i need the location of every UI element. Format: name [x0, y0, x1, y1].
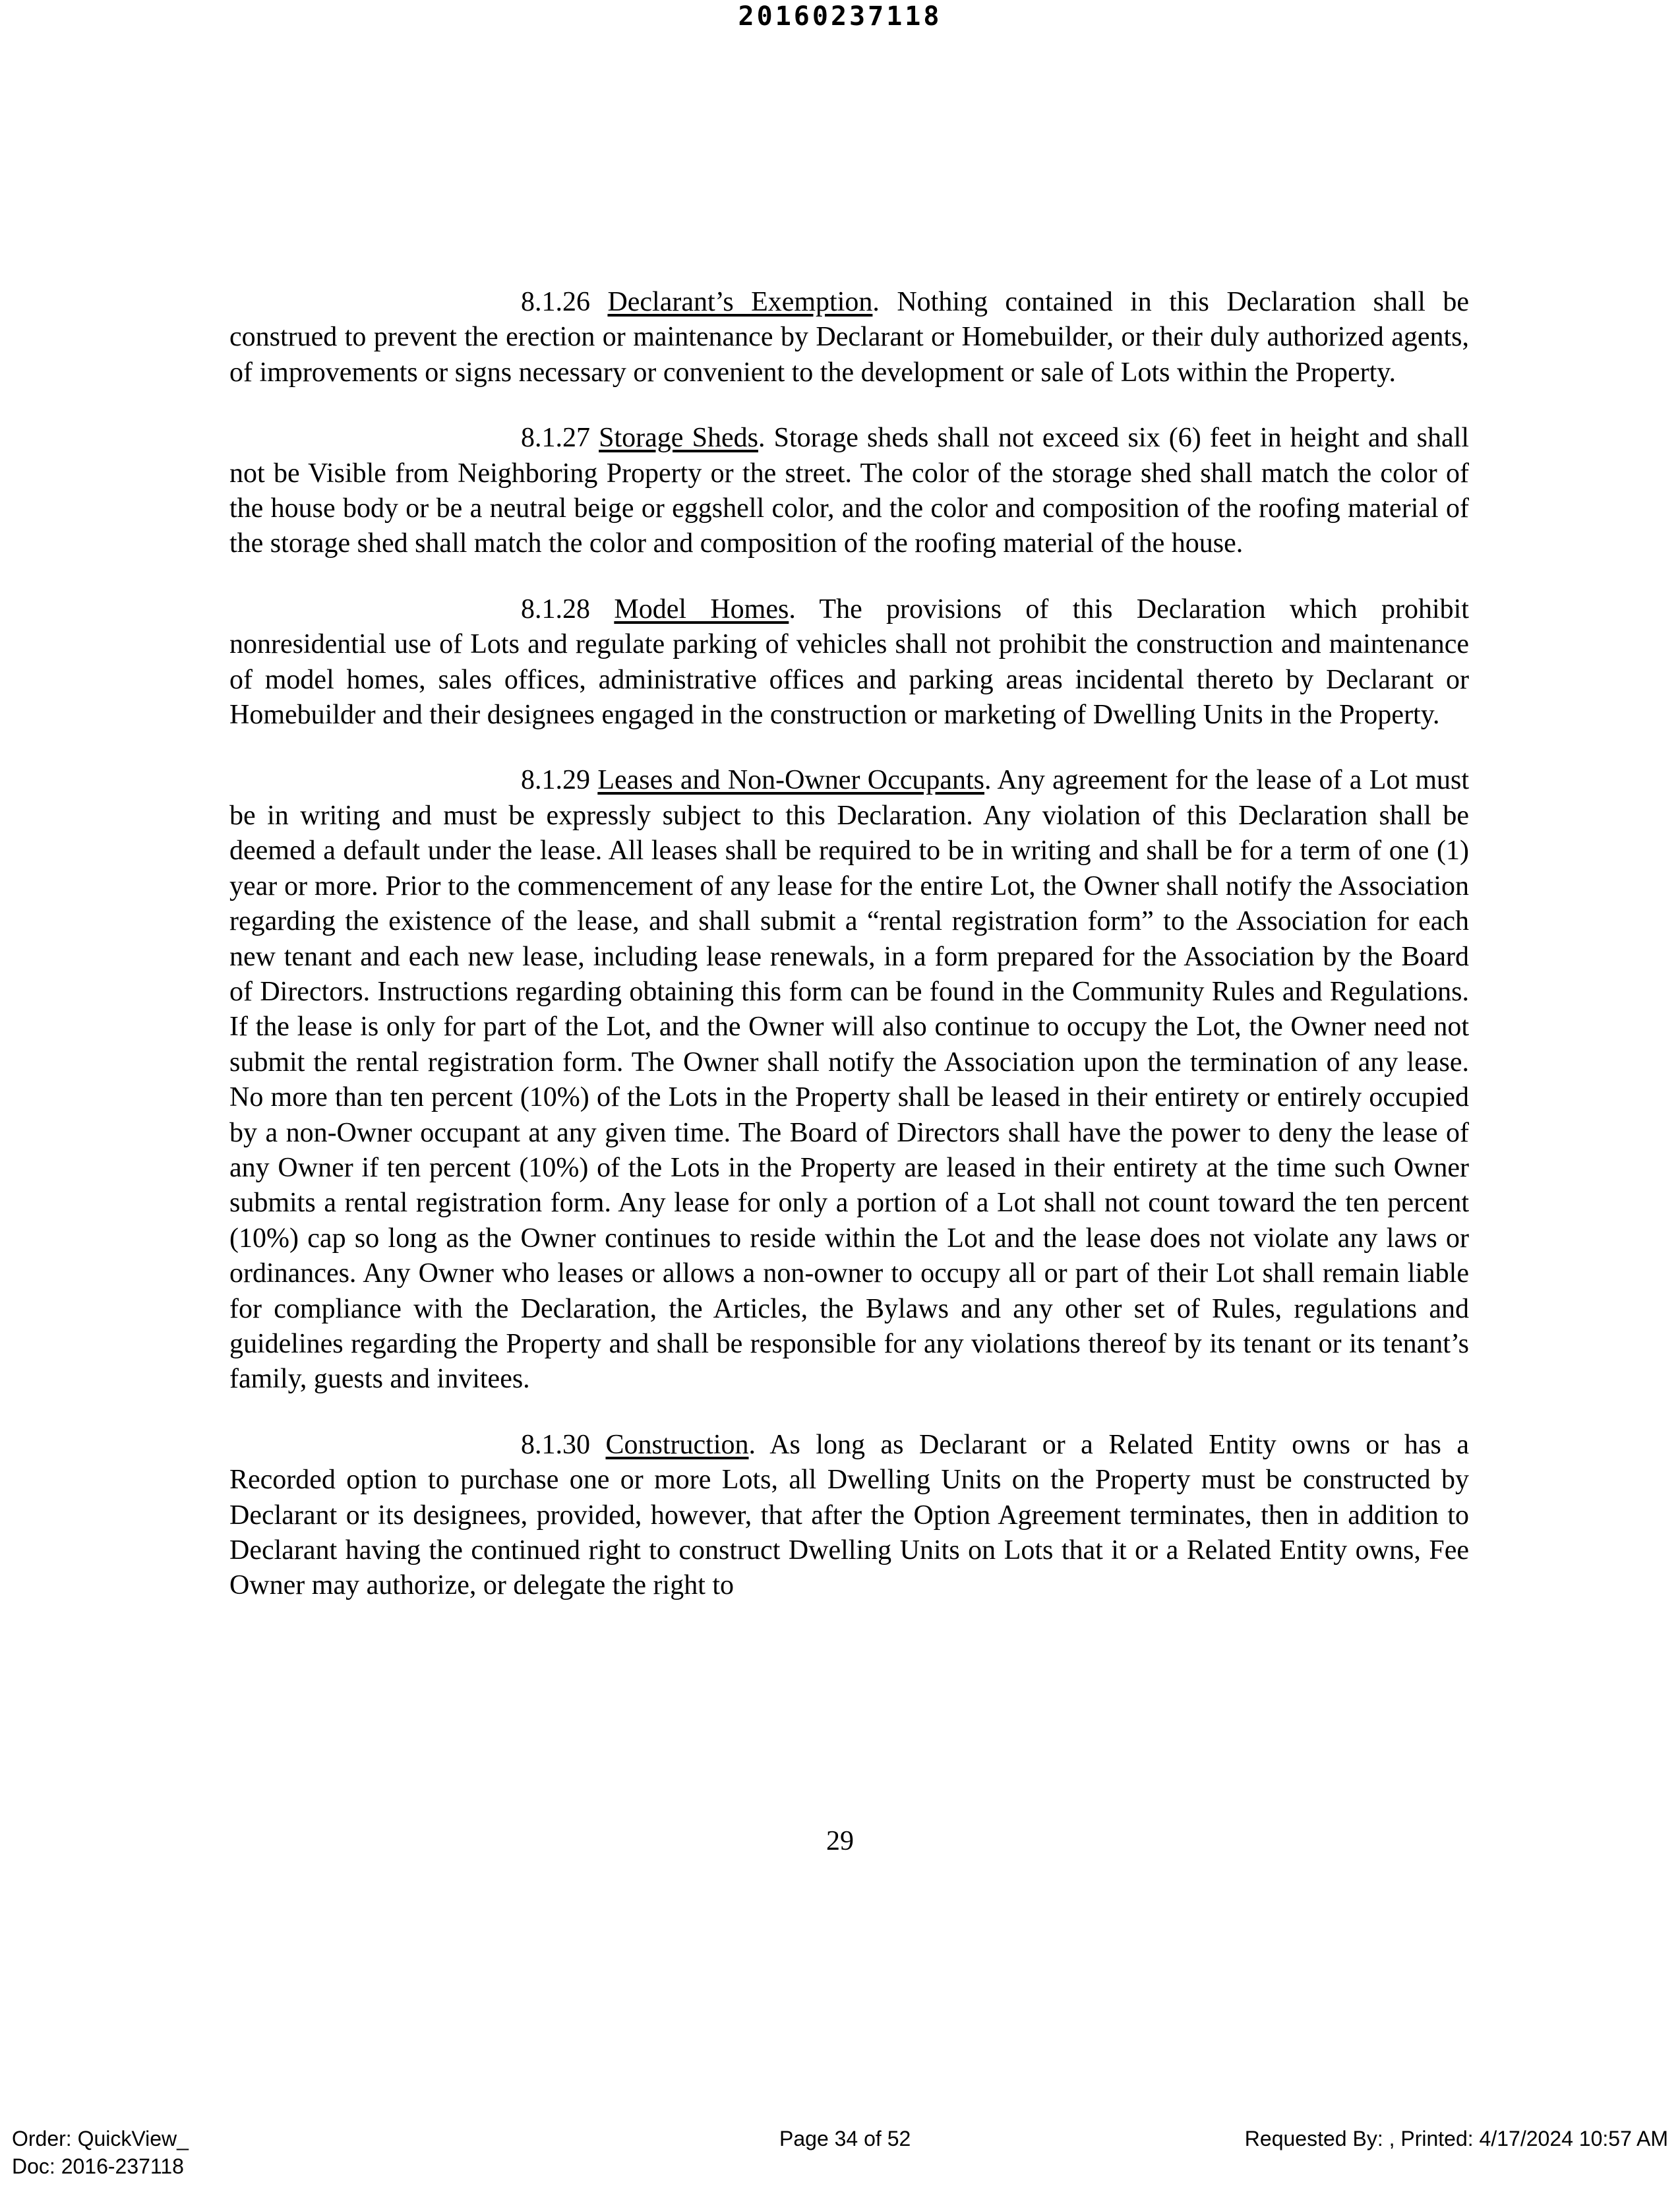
- section-text: Nothing contained in this Declaration shall be construed to prevent the erection or maintenance by Declarant or Homebuilder, or their duly authorized agents, of improvements or signs necessary or convenient to the development or sale of Lots within the Property.: [229, 287, 1470, 388]
- page-number: 29: [826, 1826, 854, 1856]
- section-number: 8.1.27: [521, 423, 590, 454]
- section-number: 8.1.30: [521, 1429, 590, 1460]
- section-title: Construction: [605, 1429, 749, 1460]
- footer-page-count: Page 34 of 52: [779, 2127, 911, 2150]
- footer-order: Order: QuickView_: [12, 2127, 189, 2150]
- section-title: Model Homes: [614, 594, 789, 624]
- section-title: Storage Sheds: [599, 423, 758, 454]
- document-number: 20160237118: [738, 1, 942, 32]
- footer-doc: Doc: 2016-237118: [12, 2154, 184, 2178]
- section-text: The provisions of this Declaration which prohibit nonresidential use of Lots and regulate parking of vehicles shall not prohibit the construction and maintenance of model homes, sales offices, administrative offices and parking areas incidental thereto by Declarant or Homebuilder and their designees engaged in the construction or marketing of Dwelling Units in the Property.: [229, 594, 1469, 731]
- section-8-1-27: 8.1.27 Storage Sheds. Storage sheds shall not exceed six (6) feet in height and shall not be Visible from Neighboring Property or the street. The color of the storage shed shall match the color of the house body or be a neutral beige or eggshell color, and the color and composition of the roofing material of the storage shed shall match the color and composition of the roofing material of the house.: [229, 423, 1469, 559]
- footer-order-info: [12, 2125, 189, 2180]
- section-title: Leases and Non-Owner Occupants: [597, 765, 985, 796]
- section-number: 8.1.26: [521, 287, 590, 317]
- section-number: 8.1.29: [521, 765, 590, 796]
- document-body: [229, 285, 1469, 1604]
- section-text: Storage sheds shall not exceed six (6) feet in height and shall not be Visible from Neighboring Property or the street. The color of the storage shed shall match the color of the house body or be a neutral beige or eggshell color, and the color and composition of the roofing material of the storage shed shall match the color and composition of the roofing material of the house.: [229, 423, 1469, 559]
- section-8-1-30: 8.1.30 Construction. As long as Declarant or a Related Entity owns or has a Recorded option to purchase one or more Lots, all Dwelling Units on the Property must be constructed by Declarant or its designees, provided, however, that after the Option Agreement terminates, then in addition to Declarant having the continued right to construct Dwelling Units on Lots that it or a Related Entity owns, Fee Owner may authorize, or delegate the right to: [229, 1429, 1470, 1601]
- section-8-1-29: 8.1.29 Leases and Non-Owner Occupants. Any agreement for the lease of a Lot must be in writing and must be expressly subject to this Declaration. Any violation of this Declaration shall be deemed a default under the lease. All leases shall be required to be in writing and shall be for a term of one (1) year or more. Prior to the commencement of any lease for the entire Lot, the Owner shall notify the Association regarding the existence of the lease, and shall submit a “rental registration form” to the Association for each new tenant and each new lease, including lease renewals, in a form prepared for the Association by the Board of Directors. Instructions regarding obtaining this form can be found in the Community Rules and Regulations. If the lease is only for part of the Lot, and the Owner will also continue to occupy the Lot, the Owner need not submit the rental registration form. The Owner shall notify the Association upon the termination of any lease. No more than ten percent (10%) of the Lots in the Property shall be leased in their entirety or entirely occupied by a non-Owner occupant at any given time. The Board of Directors shall have the power to deny the lease of any Owner if ten percent (10%) of the Lots in the Property are leased in their entirety at the time such Owner submits a rental registration form. Any lease for only a portion of a Lot shall not count toward the ten percent (10%) cap so long as the Owner continues to reside within the Lot and the lease does not violate any laws or ordinances. Any Owner who leases or allows a non-owner to occupy all or part of their Lot shall remain liable for compliance with the Declaration, the Articles, the Bylaws and any other set of Rules, regulations and guidelines regarding the Property and shall be responsible for any violations thereof by its tenant or its tenant’s family, guests and invitees.: [229, 765, 1470, 1395]
- footer-requested-by: Requested By: , Printed: 4/17/2024 10:57 AM: [1244, 2127, 1668, 2150]
- section-8-1-26: 8.1.26 Declarant’s Exemption. Nothing contained in this Declaration shall be construed to prevent the erection or maintenance by Declarant or Homebuilder, or their duly authorized agents, of improvements or signs necessary or convenient to the development or sale of Lots within the Property.: [229, 287, 1470, 388]
- section-title: Declarant’s Exemption: [607, 287, 873, 317]
- section-text: Any agreement for the lease of a Lot must be in writing and must be expressly subject to this Declaration. Any violation of this Declaration shall be deemed a default under the lease. All leases shall be required to be in writing and shall be for a term of one (1) year or more. Prior to the commencement of any lease for the entire Lot, the Owner shall notify the Association regarding the existence of the lease, and shall submit a “rental registration form” to the Association for each new tenant and each new lease, including lease renewals, in a form prepared for the Association by the Board of Directors. Instructions regarding obtaining this form can be found in the Community Rules and Regulations. If the lease is only for part of the Lot, and the Owner will also continue to occupy the Lot, the Owner need not submit the rental registration form. The Owner shall notify the Association upon the termination of any lease. No more than ten percent (10%) of the Lots in the Property shall be leased in their entirety or entirely occupied by a non-Owner occupant at any given time. The Board of Directors shall have the power to deny the lease of any Owner if ten percent (10%) of the Lots in the Property are leased in their entirety at the time such Owner submits a rental registration form. Any lease for only a portion of a Lot shall not count toward the ten percent (10%) cap so long as the Owner continues to reside within the Lot and the lease does not violate any laws or ordinances. Any Owner who leases or allows a non-owner to occupy all or part of their Lot shall remain liable for compliance with the Declaration, the Articles, the Bylaws and any other set of Rules, regulations and guidelines regarding the Property and shall be responsible for any violations thereof by its tenant or its tenant’s family, guests and invitees.: [229, 765, 1470, 1395]
- section-text: As long as Declarant or a Related Entity owns or has a Recorded option to purchase one or more Lots, all Dwelling Units on the Property must be constructed by Declarant or its designees, provided, however, that after the Option Agreement terminates, then in addition to Declarant having the continued right to construct Dwelling Units on Lots that it or a Related Entity owns, Fee Owner may authorize, or delegate the right to: [229, 1429, 1470, 1601]
- section-number: 8.1.28: [521, 594, 590, 624]
- section-8-1-28: 8.1.28 Model Homes. The provisions of this Declaration which prohibit nonresidential use of Lots and regulate parking of vehicles shall not prohibit the construction and maintenance of model homes, sales offices, administrative offices and parking areas incidental thereto by Declarant or Homebuilder and their designees engaged in the construction or marketing of Dwelling Units in the Property.: [229, 594, 1469, 731]
